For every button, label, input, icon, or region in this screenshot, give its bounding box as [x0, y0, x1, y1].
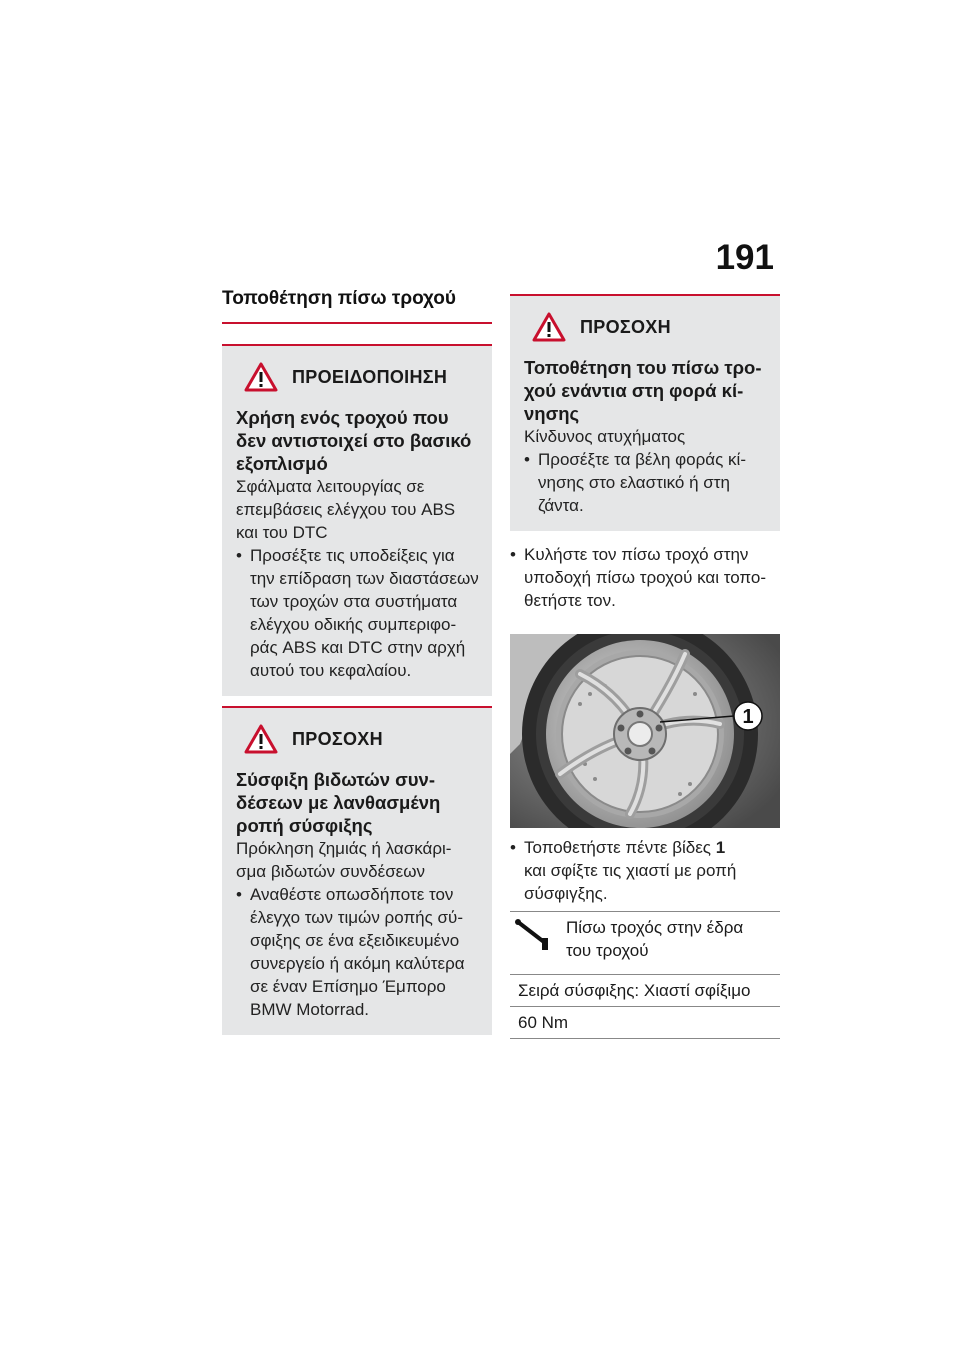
- bullet-line: την επίδραση των διαστάσεων: [250, 569, 479, 588]
- caution-body-line: Πρόκληση ζημιάς ή λασκάρι-: [236, 839, 452, 858]
- caution-title-line: νησης: [524, 403, 580, 424]
- warning-body-line: επεμβάσεις ελέγχου του ABS: [236, 500, 456, 519]
- bullet-line: Προσέξτε τις υποδείξεις για: [250, 546, 455, 565]
- bullet-line: Προσέξτε τα βέλη φοράς κί-: [538, 450, 746, 469]
- step-line: θετήστε τον.: [524, 591, 616, 610]
- torque-spec-table: [510, 911, 780, 1039]
- torque-value: 60 Nm: [510, 1007, 780, 1039]
- step-line: [524, 836, 736, 859]
- warning-title-line: Χρήση ενός τροχού που: [236, 407, 449, 428]
- caution-box-right: [510, 294, 780, 531]
- caution-title-line: Σύσφιξη βιδωτών συν-: [236, 769, 436, 790]
- warning-title-line: εξοπλισμό: [236, 453, 328, 474]
- step-callout-ref: 1: [715, 838, 726, 857]
- warning-triangle-icon: [244, 362, 278, 392]
- caution-title-line: δέσεων με λανθασμένη: [236, 792, 441, 813]
- caution-bullet: • Προσέξτε τα βέλη φοράς κί- νησης στο ελαστικό ή στη ζάντα.: [524, 450, 746, 515]
- caution-body: [524, 425, 770, 448]
- step-line: υποδοχή πίσω τροχού και τοπο-: [524, 568, 767, 587]
- bullet-line: συνεργείο ή ακόμη καλύτερα: [250, 954, 465, 973]
- step-text: Τοποθετήστε πέντε βίδες: [524, 838, 716, 857]
- warning-triangle-icon: [532, 312, 566, 342]
- warning-label: ΠΡΟΕΙΔΟΠΟΙΗΣΗ: [292, 366, 448, 387]
- bullet-line: των τροχών στα συστήματα: [250, 592, 458, 611]
- bullet-line: σε έναν Επίσημο Έμπορο: [250, 977, 446, 996]
- warning-body: [236, 475, 482, 544]
- torque-wrench-icon: [514, 918, 554, 952]
- caution-label: ΠΡΟΣΟΧΗ: [292, 728, 383, 749]
- spec-title-line: Πίσω τροχός στην έδρα: [566, 918, 744, 937]
- bullet-line: ελέγχου οδικής συμπεριφο-: [250, 615, 457, 634]
- caution-title: [236, 768, 482, 837]
- caution-body-line: Κίνδυνος ατυχήματος: [524, 427, 686, 446]
- caution-bullet: • Αναθέστε οπωσδήποτε τον έλεγχο των τιμών ροπής σύ- σφιξης σε ένα εξειδικευμένο συνεργείο ή ακόμη καλύτερα σε έναν Επίσημο Έμπορο BMW Motorrad.: [236, 885, 465, 1019]
- photo-callout-1: 1: [742, 706, 754, 728]
- caution-title-line: ροπή σύσφιξης: [236, 815, 373, 836]
- section-title: Τοποθέτηση πίσω τροχού: [222, 288, 492, 324]
- caution-label: ΠΡΟΣΟΧΗ: [580, 316, 671, 337]
- step-line: Κυλήστε τον πίσω τροχό στην: [524, 545, 749, 564]
- rear-wheel-illustration: [510, 634, 780, 828]
- bullet-line: έλεγχο των τιμών ροπής σύ-: [250, 908, 463, 927]
- bullet-line: σφιξης σε ένα εξειδικευμένο: [250, 931, 460, 950]
- bullet-line: ράς ABS και DTC στην αρχή: [250, 638, 466, 657]
- caution-title-line: χού ενάντια στη φορά κί-: [524, 380, 744, 401]
- warning-header: [236, 362, 482, 392]
- bullet-line: BMW Motorrad.: [250, 1000, 370, 1019]
- caution-title: [524, 356, 770, 425]
- warning-triangle-icon: [244, 724, 278, 754]
- page-number: 191: [715, 238, 774, 277]
- tightening-sequence: Σειρά σύσφιξης: Χιαστί σφίξιμο: [510, 975, 780, 1007]
- caution-body: [236, 837, 482, 883]
- bullet-line: αυτού του κεφαλαίου.: [250, 661, 412, 680]
- warning-title-line: δεν αντιστοιχεί στο βασικό: [236, 430, 472, 451]
- bullet-line: νησης στο ελαστικό ή στη: [538, 473, 730, 492]
- left-column: [222, 288, 492, 1035]
- torque-spec-header: [510, 911, 780, 975]
- caution-title-line: Τοποθέτηση του πίσω τρο-: [524, 357, 762, 378]
- caution-body-line: σμα βιδωτών συνδέσεων: [236, 862, 426, 881]
- step-line: και σφίξτε τις χιαστί με ροπή: [524, 861, 737, 880]
- step-line: σύσφιγξης.: [524, 884, 608, 903]
- step-1: • Κυλήστε τον πίσω τροχό στην υποδοχή πίσω τροχού και τοπο- θετήστε τον.: [510, 545, 767, 610]
- bullet-line: ζάντα.: [538, 496, 584, 515]
- right-column: [510, 294, 780, 1039]
- bullet-line: Αναθέστε οπωσδήποτε τον: [250, 885, 454, 904]
- torque-spec-title: [566, 916, 743, 962]
- step-2: • Τοποθετήστε πέντε βίδες 1 και σφίξτε τις χιαστί με ροπή σύσφιγξης.: [510, 838, 737, 903]
- spec-title-line: του τροχού: [566, 941, 649, 960]
- warning-title: [236, 406, 482, 475]
- warning-body-line: Σφάλματα λειτουργίας σε: [236, 477, 425, 496]
- rear-wheel-photo: [510, 634, 780, 828]
- warning-bullet: • Προσέξτε τις υποδείξεις για την επίδραση των διαστάσεων των τροχών στα συστήματα ελέγχου οδικής συμπεριφο- ράς ABS και DTC στην αρχή αυτού του κεφαλαίου.: [236, 546, 479, 680]
- caution-header: [524, 312, 770, 342]
- warning-box: [222, 344, 492, 696]
- caution-header: [236, 724, 482, 754]
- caution-box: [222, 706, 492, 1035]
- warning-body-line: και του DTC: [236, 523, 328, 542]
